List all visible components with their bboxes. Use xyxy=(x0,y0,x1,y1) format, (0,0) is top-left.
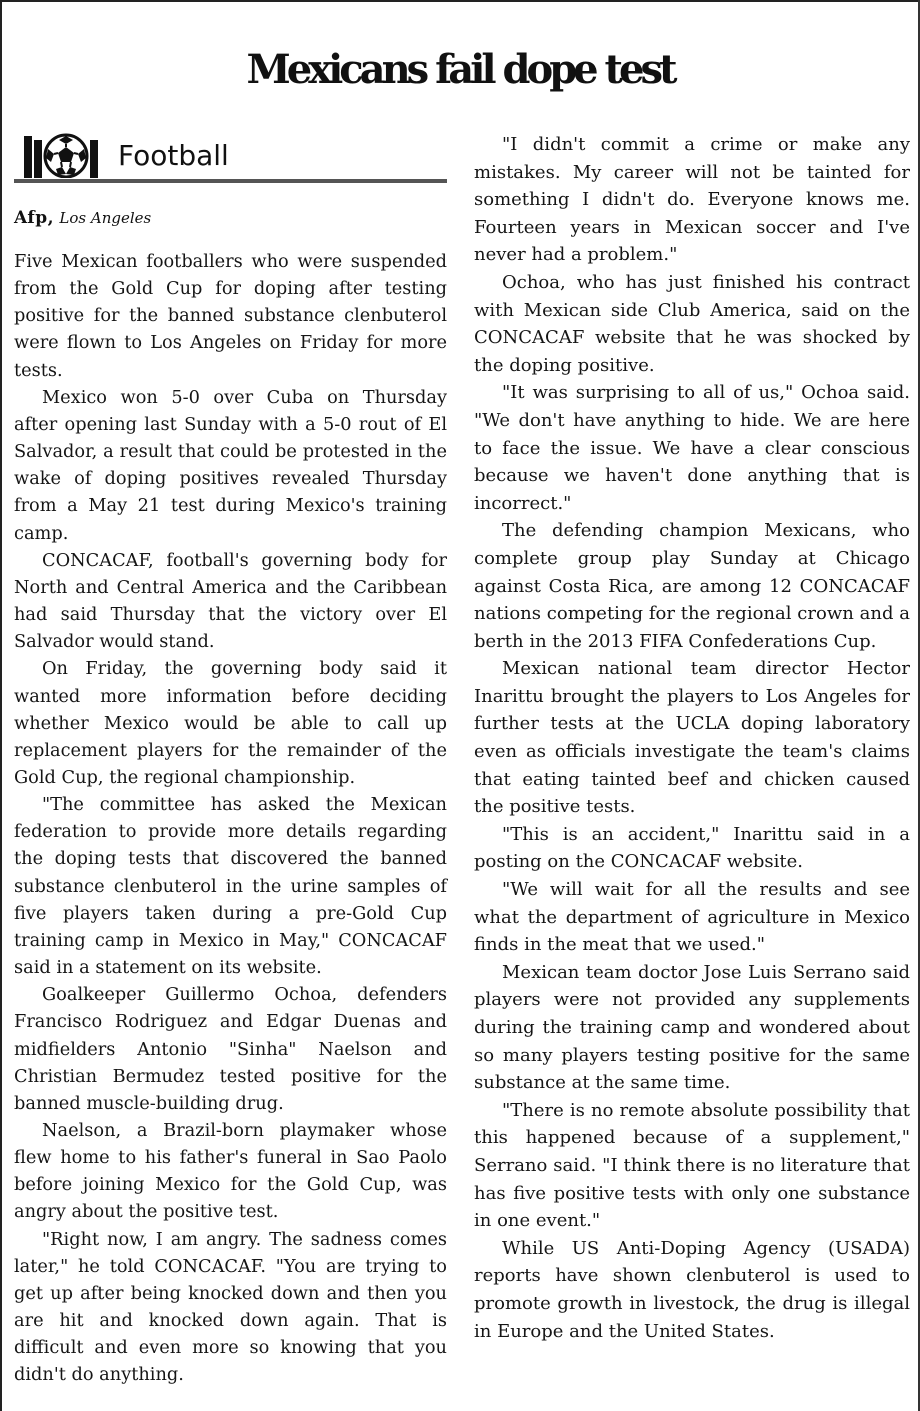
paragraph: "Right now, I am angry. The sadness comes later," he told CONCACAF. "You are trying to get up after being knocked down and then you are hit and knocked down again. That is difficult and even more so knowing that you didn't do anything. xyxy=(14,1229,447,1386)
frame-top-border xyxy=(0,0,920,2)
paragraph: "We will wait for all the results and see what the department of agriculture in Mexico finds in the meat that we used." xyxy=(474,879,910,956)
paragraph: "The committee has asked the Mexican federation to provide more details regarding the doping tests that discovered the banned substance clenbuterol in the urine samples of five players taken during a pre-Gold Cup training camp in Mexico in May," CONCACAF said in a statement on its website. xyxy=(14,795,447,979)
paragraph: "I didn't commit a crime or make any mistakes. My career will not be tainted for something I didn't do. Everyone knows me. Fourteen years in Mexican soccer and I've never had a problem." xyxy=(474,134,910,266)
section-label: Football xyxy=(118,139,229,172)
left-column xyxy=(14,249,447,1390)
paragraph: Mexican national team director Hector Inarittu brought the players to Los Angeles for further tests at the UCLA doping laboratory even as officials investigate the team's claims that eating tainted beef and chicken caused the positive tests. xyxy=(474,658,910,818)
byline xyxy=(14,206,447,230)
section-header xyxy=(14,132,447,188)
section-rule xyxy=(14,179,447,183)
paragraph: "There is no remote absolute possibility that this happened because of a supplement," Serrano said. "I think there is no literature that has five positive tests with only one substance in one event." xyxy=(474,1099,910,1232)
paragraph: The defending champion Mexicans, who complete group play Sunday at Chicago against Costa Rica, are among 12 CONCACAF nations competing for the regional crown and a berth in the 2013 FIFA Confederations Cup. xyxy=(474,520,910,652)
paragraph: Mexico won 5-0 over Cuba on Thursday after opening last Sunday with a 5-0 rout of El Salvador, a result that could be protested in the wake of doping positives revealed Thursday from a May 21 test during Mexico's training camp. xyxy=(14,387,447,544)
paragraph: Ochoa, who has just finished his contract with Mexican side Club America, said on the CONCACAF website that he was shocked by the doping positive. xyxy=(474,271,910,376)
paragraph: Naelson, a Brazil-born playmaker whose flew home to his father's funeral in Sao Paolo before joining Mexico for the Gold Cup, was angry about the positive test. xyxy=(14,1121,447,1223)
byline-agency: Afp, xyxy=(14,208,55,228)
paragraph: On Friday, the governing body said it wanted more information before deciding whether Mexico would be able to call up replacement players for the remainder of the Gold Cup, the regional championship. xyxy=(14,659,447,788)
paragraph: CONCACAF, football's governing body for North and Central America and the Caribbean had said Thursday that the victory over El Salvador would stand. xyxy=(14,550,447,653)
soccer-ball-icon xyxy=(24,132,104,178)
paragraph: While US Anti-Doping Agency (USADA) reports have shown clenbuterol is used to promote growth in livestock, the drug is illegal in Europe and the United States. xyxy=(474,1237,910,1342)
paragraph: Mexican team doctor Jose Luis Serrano said players were not provided any supplements during the training camp and wondered about so many players testing positive for the same substance at the same time. xyxy=(474,961,910,1094)
byline-place: Los Angeles xyxy=(59,209,152,227)
frame-left-border xyxy=(0,0,2,1411)
right-column xyxy=(474,131,910,1345)
paragraph: "This is an accident," Inarittu said in a posting on the CONCACAF website. xyxy=(474,823,910,873)
paragraph: Five Mexican footballers who were suspended from the Gold Cup for doping after testing positive for the banned substance clenbuterol were flown to Los Angeles on Friday for more tests. xyxy=(14,252,447,381)
paragraph: Goalkeeper Guillermo Ochoa, defenders Francisco Rodriguez and Edgar Duenas and midfielders Antonio "Sinha" Naelson and Christian Bermudez tested positive for the banned muscle-building drug. xyxy=(14,985,447,1114)
paragraph: "It was surprising to all of us," Ochoa said. "We don't have anything to hide. We are here to face the issue. We have a clear conscious because we haven't done anything that is incorrect." xyxy=(474,382,910,514)
headline: Mexicans fail dope test xyxy=(246,46,674,93)
